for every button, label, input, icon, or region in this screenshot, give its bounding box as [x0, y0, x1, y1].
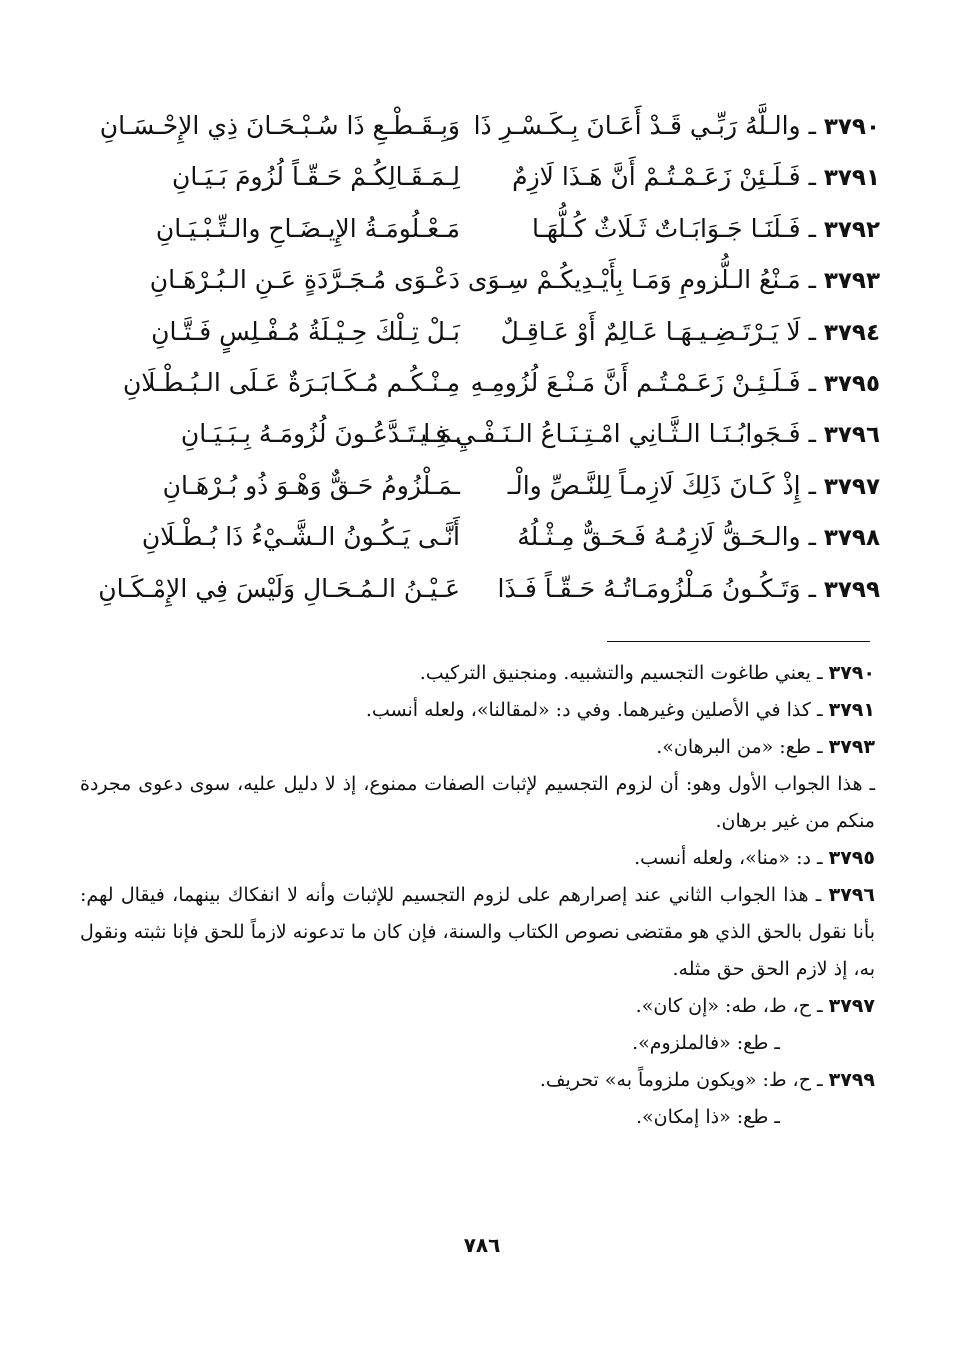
footnote-dash: ـ	[862, 773, 876, 795]
footnote-text: د: «منا»، ولعله أنسب.	[634, 847, 811, 869]
verse-3795	[70, 357, 880, 408]
page-number: ٧٨٦	[463, 1233, 501, 1257]
footnote	[80, 988, 875, 1025]
verse-number: ٣٧٩٢	[823, 216, 880, 243]
footnote	[80, 729, 875, 766]
verse-second-hemistich: مِـنْـكُـم مُـكَـابَـرَةٌ عَـلَى الـبُـطْـلَانِ	[122, 367, 460, 397]
verse-sadr-text: وَتَـكُـونُ مَـلْزُومَـاتُـهُ حَـقّـاً فَـذَا	[497, 573, 801, 603]
verse-sadr-text: فَـجَوابُـنَـا الـثَّـانِي امْـتِـنَـاعُ الـنَـفْـيِ فِـيـ	[412, 419, 801, 449]
verse-first-hemistich	[470, 357, 880, 410]
footnote	[80, 655, 875, 692]
verse-number: ٣٧٩٧	[823, 473, 880, 500]
verse-3797	[70, 460, 880, 511]
footnote-text: ح، ط، طه: «إن كان».	[635, 995, 811, 1017]
verse-number: ٣٧٩٥	[823, 370, 880, 397]
footnote	[80, 840, 875, 877]
footnote-text: طع: «فالملزوم».	[632, 1032, 769, 1054]
verse-3793	[70, 254, 880, 305]
verse-3790	[70, 100, 880, 151]
verse-sadr-text: إِذْ كَـانَ ذَلِكَ لَازِمـاً لِلنَّـصِّ والْـ	[507, 470, 801, 500]
verse-dash: ـ	[800, 367, 824, 397]
verse-first-hemistich	[473, 100, 880, 153]
footnotes-block	[80, 655, 875, 1136]
footnote-dash: ـ	[810, 995, 829, 1017]
verse-sadr-text: لَا يَـرْتَـضِـيـهَـا عَـالِمٌ أَوْ عَـاقِـلٌ	[500, 316, 801, 346]
verse-3794	[70, 306, 880, 357]
footnote-number: ٣٧٩١	[828, 699, 875, 721]
footnote-dash: ـ	[808, 884, 829, 906]
verse-number: ٣٧٩٨	[823, 525, 880, 552]
footnote-dash: ـ	[810, 1069, 829, 1091]
footnote-text: طع: «ذا إمكان».	[635, 1106, 769, 1128]
verse-second-hemistich: أَنَّـى يَـكُـونُ الـشَّـيْءُ ذَا بُـطْـلَانِ	[141, 522, 460, 552]
footnote-divider	[607, 641, 870, 642]
verse-first-hemistich	[480, 511, 880, 564]
verse-number: ٣٧٩٦	[823, 422, 880, 449]
footnote-number: ٣٧٩٠	[828, 662, 875, 684]
verse-dash: ـ	[800, 111, 824, 140]
verse-second-hemistich: عَـيْـنُ الـمُـحَـالِ وَلَيْسَ فِي الإِمْـكَـانِ	[98, 573, 460, 603]
verse-3791	[70, 151, 880, 202]
footnote-text: كذا في الأصلين وغيرهما. وفي د: «لمقالنا»، ولعله أنسب.	[365, 699, 811, 721]
footnote-number: ٣٧٩٧	[828, 995, 875, 1017]
verse-second-hemistich: بَـلْ تِـلْكَ حِـيْـلَةُ مُـفْـلِسٍ فَـتَّـانِ	[151, 316, 460, 346]
footnote-number: ٣٧٩٩	[828, 1069, 875, 1091]
verse-first-hemistich	[480, 151, 880, 204]
verse-dash: ـ	[800, 470, 824, 500]
verse-sadr-text: والـحَـقُّ لَازِمُـهُ فَـحَـقٌّ مِـثْـلُهُ	[517, 522, 801, 552]
poem-block	[70, 100, 880, 614]
verse-first-hemistich	[467, 254, 880, 307]
footnote	[80, 692, 875, 729]
footnote-dash: ـ	[810, 736, 829, 758]
verse-second-hemistich: مَـعْـلُومَـةُ الإِيـضَـاحِ والـتِّـبْـيَـانِ	[155, 213, 460, 243]
verse-3796	[70, 408, 880, 459]
footnote-text: طع: «من البرهان».	[656, 736, 811, 758]
verse-first-hemistich	[480, 460, 880, 513]
footnote-continuation	[80, 1099, 875, 1136]
footnote-dash: ـ	[768, 1032, 780, 1054]
verse-number: ٣٧٩٤	[823, 319, 880, 346]
verse-sadr-text: والـلَّهُ رَبِّـي قَـدْ أَعَـانَ بِـكَـسْـرِ ذَا	[473, 111, 801, 140]
verse-dash: ـ	[800, 213, 824, 243]
footnote	[80, 1062, 875, 1099]
verse-first-hemistich	[480, 563, 880, 616]
footnote-continuation	[80, 766, 875, 840]
verse-sadr-text: مَـنْعُ الـلُّزومِ وَمَـا بِأَيْـدِيكُـمْ سِـوَى	[467, 265, 801, 295]
verse-dash: ـ	[800, 522, 824, 552]
verse-number: ٣٧٩٩	[823, 576, 880, 603]
verse-first-hemistich	[480, 203, 880, 256]
footnote-dash: ـ	[810, 847, 829, 869]
footnote-text: يعني طاغوت التجسيم والتشبيه. ومنجنيق التركيب.	[419, 662, 811, 684]
footnote-text: ح، ط: «ويكون ملزوماً به» تحريف.	[539, 1069, 811, 1091]
footnote-dash: ـ	[768, 1106, 780, 1128]
verse-3792	[70, 203, 880, 254]
verse-dash: ـ	[800, 162, 824, 192]
footnote	[80, 877, 875, 988]
verse-3799	[70, 563, 880, 614]
verse-number: ٣٧٩١	[823, 165, 880, 192]
verse-sadr-text: فَـلَنَـا جَـوَابَـاتٌ ثَـلَاثٌ كُـلُّهَـا	[531, 213, 801, 243]
verse-second-hemistich: ـمَـلْزُومُ حَـقٌّ وَهْـوَ ذُو بُـرْهَـانِ	[162, 470, 460, 500]
verse-second-hemistich: دَعْـوَى مُـجَـرَّدَةٍ عَـنِ الـبُـرْهَـانِ	[149, 265, 460, 295]
verse-dash: ـ	[800, 265, 824, 295]
verse-second-hemistich: ـمَـا تَـدَّعُـونَ لُزُومَـهُ بِـبَـيَـانِ	[180, 419, 460, 449]
footnote-continuation	[80, 1025, 875, 1062]
verse-second-hemistich: لِـمَـقَـالِكُـمْ حَـقّـاً لُزُومَ بَـيَـانِ	[172, 162, 460, 192]
verse-first-hemistich	[480, 306, 880, 359]
verse-sadr-text: فَـلَـئِـنْ زَعَـمْـتُـم أَنَّ مَـنْـعَ لُزُومِـهِ	[470, 367, 801, 397]
verse-number: ٣٧٩٠	[823, 114, 880, 140]
verse-first-hemistich	[412, 408, 880, 461]
footnote-dash: ـ	[810, 662, 829, 684]
footnote-text: هذا الجواب الثاني عند إصرارهم على لزوم التجسيم للإثبات وأنه لا انفكاك بينهما، فيقال لهم: بأنا نقول بالحق الذي هو مقتضى نصوص الكتاب والسنة، فإن كان ما تدعونه لازماً للحق فإنا نثبته ونقول به، إذ لازم الحق حق مثله.	[80, 884, 875, 980]
verse-sadr-text: فَـلَـئِنْ زَعَـمْـتُـمْ أَنَّ هَـذَا لَازِمٌ	[512, 162, 801, 192]
verse-second-hemistich: وَبِـقَـطْـعِ ذَا سُـبْـحَـانَ ذِي الإِحْـسَـانِ	[99, 111, 460, 140]
verse-dash: ـ	[800, 316, 824, 346]
footnote-text: هذا الجواب الأول وهو: أن لزوم التجسيم لإثبات الصفات ممنوع، إذ لا دليل عليه، سوى دعوى مجردة منكم من غير برهان.	[80, 773, 875, 832]
footnote-dash: ـ	[810, 699, 829, 721]
verse-dash: ـ	[800, 419, 824, 449]
verse-number: ٣٧٩٣	[823, 268, 880, 295]
footnote-number: ٣٧٩٥	[828, 847, 875, 869]
verse-3798	[70, 511, 880, 562]
verse-dash: ـ	[800, 573, 824, 603]
footnote-number: ٣٧٩٦	[828, 884, 875, 906]
footnote-number: ٣٧٩٣	[828, 736, 875, 758]
